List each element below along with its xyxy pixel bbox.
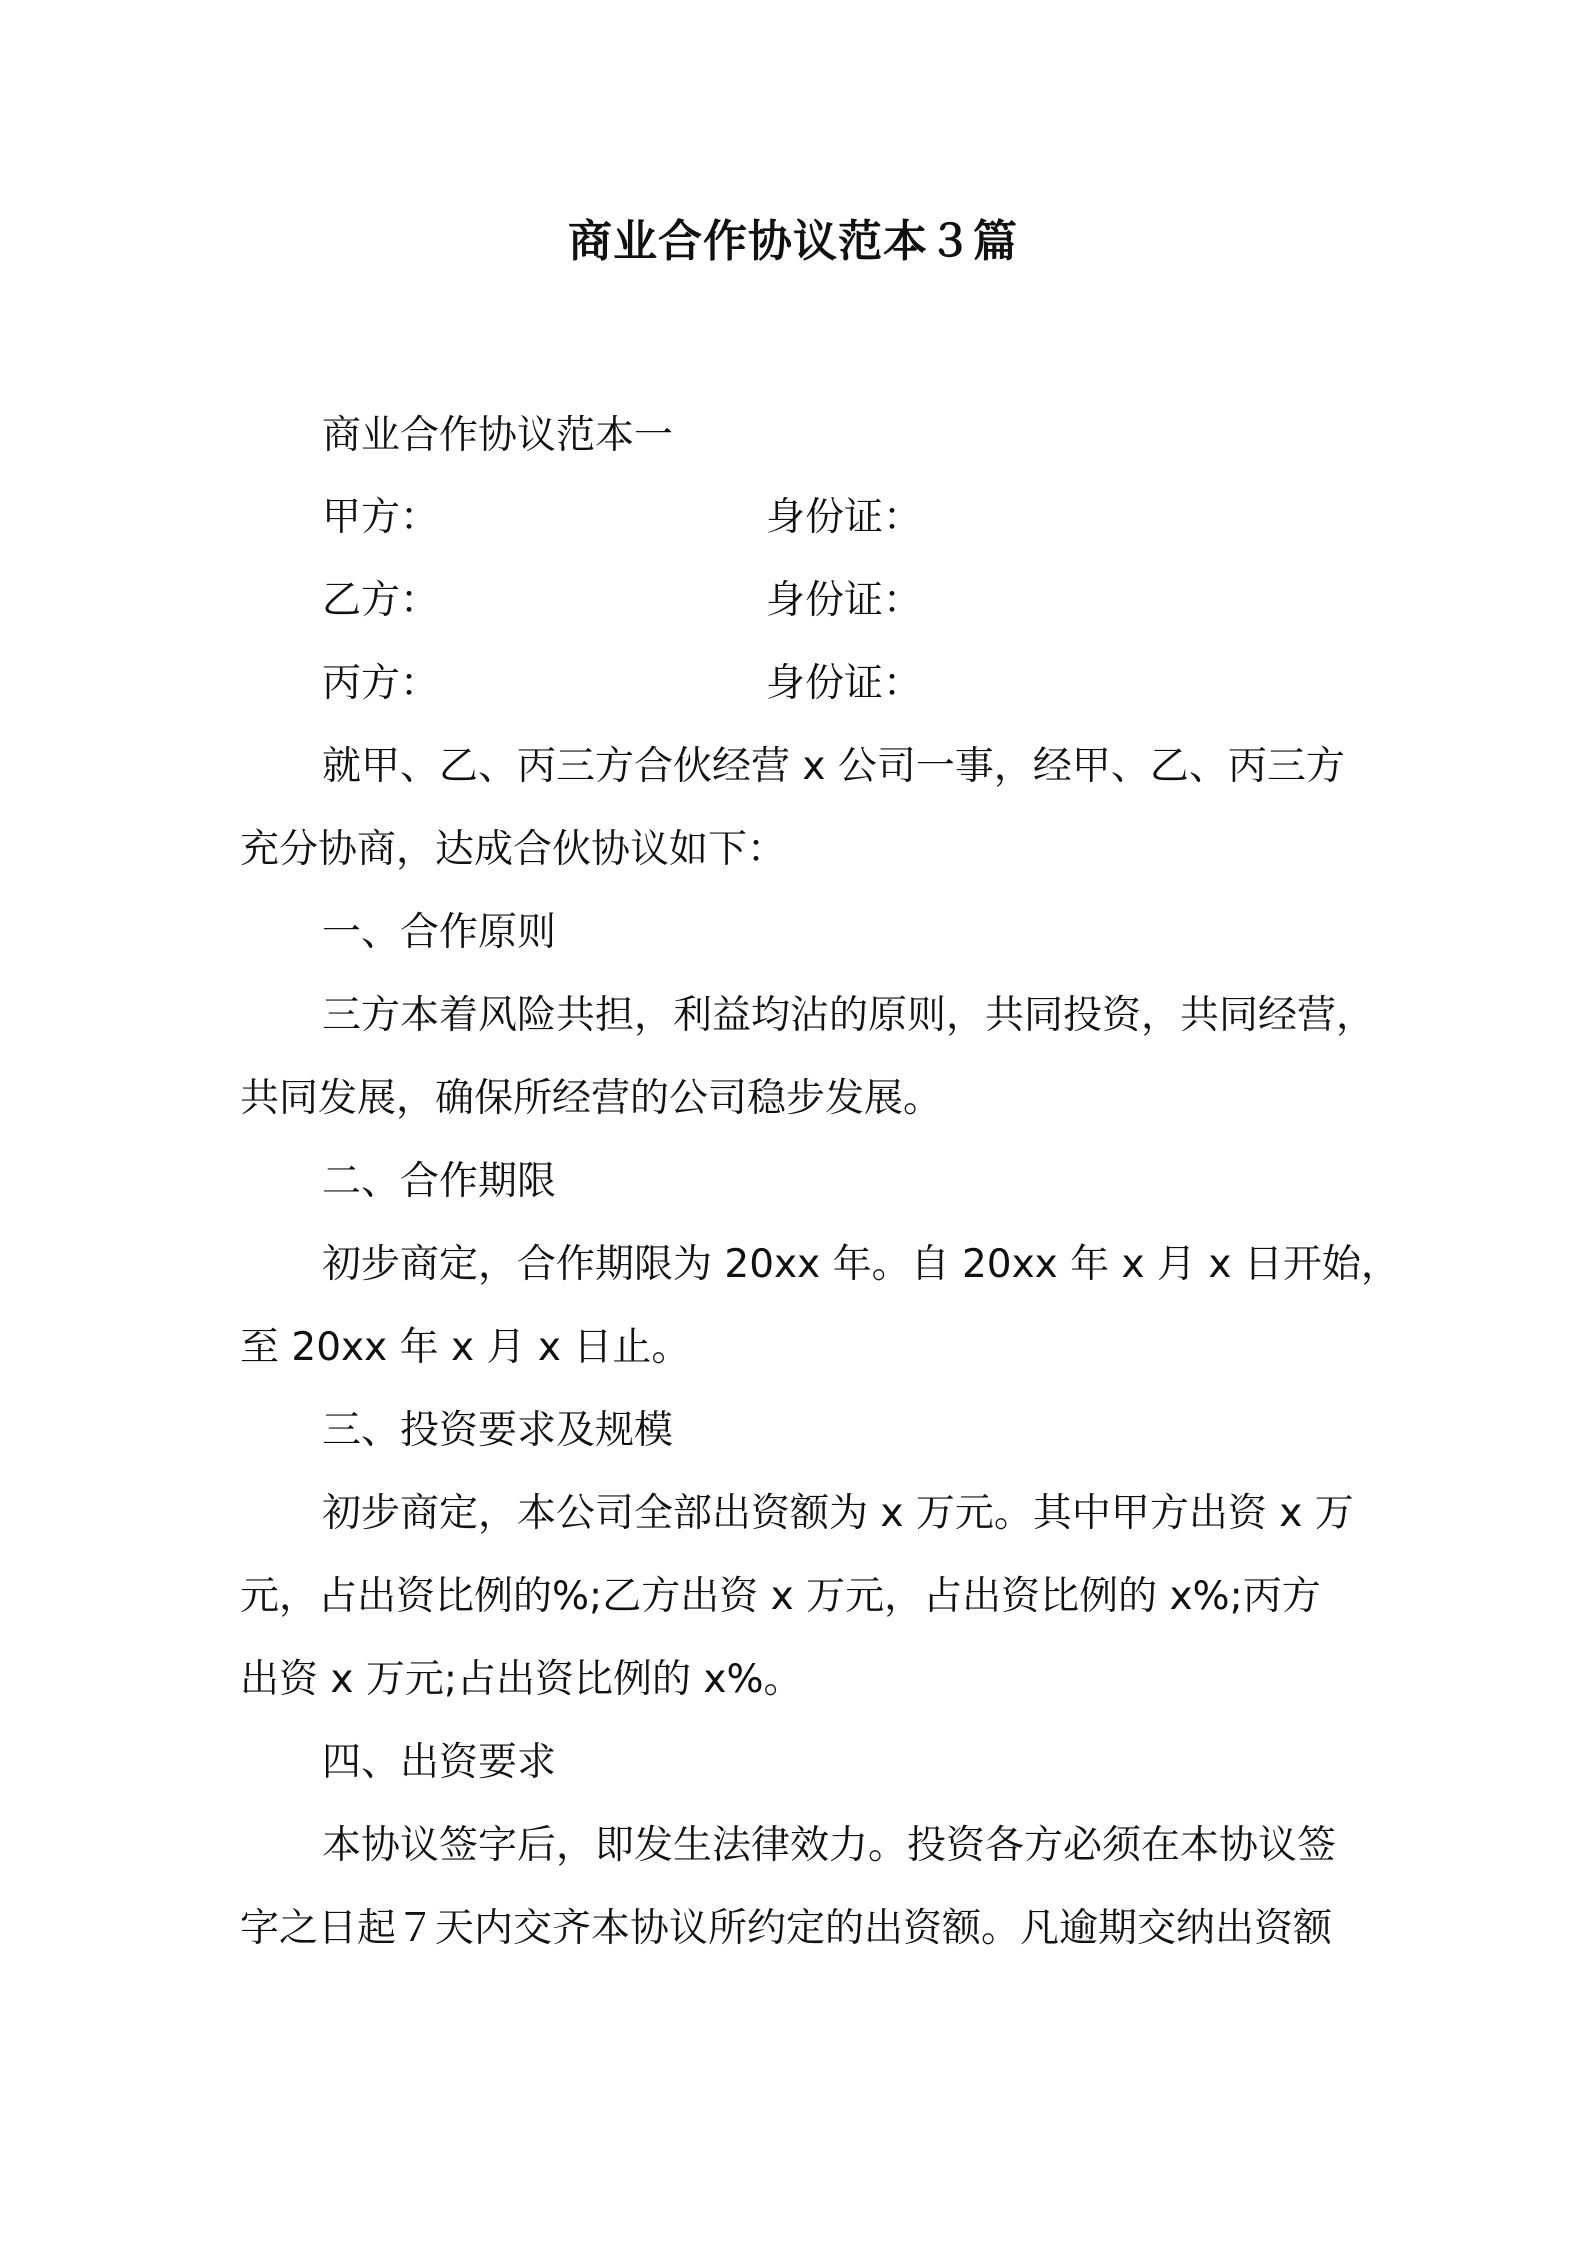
- section1-line-2: 共同发展，确保所经营的公司稳步发展。: [240, 1076, 943, 1121]
- section2-heading: 二、合作期限: [322, 1159, 557, 1204]
- intro-line-2: 充分协商，达成合伙协议如下：: [240, 827, 787, 872]
- party-a-id-label: 身份证：: [766, 495, 923, 540]
- agreement-subtitle: 商业合作协议范本一: [322, 413, 674, 458]
- party-a-label: 甲方：: [322, 495, 440, 540]
- party-c-id-label: 身份证：: [766, 661, 923, 706]
- section1-heading: 一、合作原则: [322, 910, 557, 955]
- section4-line-2: 字之日起７天内交齐本协议所约定的出资额。凡逾期交纳出资额: [240, 1906, 1333, 1951]
- section4-heading: 四、出资要求: [322, 1740, 557, 1785]
- section2-line-1: 初步商定，合作期限为 20xx 年。自 20xx 年 x 月 x 日开始，: [322, 1242, 1400, 1287]
- document-title: 商业合作协议范本３篇: [568, 216, 1018, 267]
- party-c-label: 丙方：: [322, 661, 440, 706]
- intro-line-1: 就甲、乙、丙三方合伙经营 x 公司一事，经甲、乙、丙三方: [322, 744, 1345, 789]
- party-b-label: 乙方：: [322, 578, 440, 623]
- section4-line-1: 本协议签字后，即发生法律效力。投资各方必须在本协议签: [322, 1823, 1337, 1868]
- party-b-id-label: 身份证：: [766, 578, 923, 623]
- section3-line-3: 出资 x 万元;占出资比例的 x%。: [240, 1657, 803, 1702]
- section3-heading: 三、投资要求及规模: [322, 1408, 674, 1453]
- section2-line-2: 至 20xx 年 x 月 x 日止。: [240, 1325, 691, 1370]
- section3-line-1: 初步商定，本公司全部出资额为 x 万元。其中甲方出资 x 万: [322, 1491, 1354, 1536]
- section3-line-2: 元，占出资比例的%;乙方出资 x 万元，占出资比例的 x%;丙方: [240, 1574, 1321, 1619]
- section1-line-1: 三方本着风险共担，利益均沾的原则，共同投资，共同经营，: [322, 993, 1376, 1038]
